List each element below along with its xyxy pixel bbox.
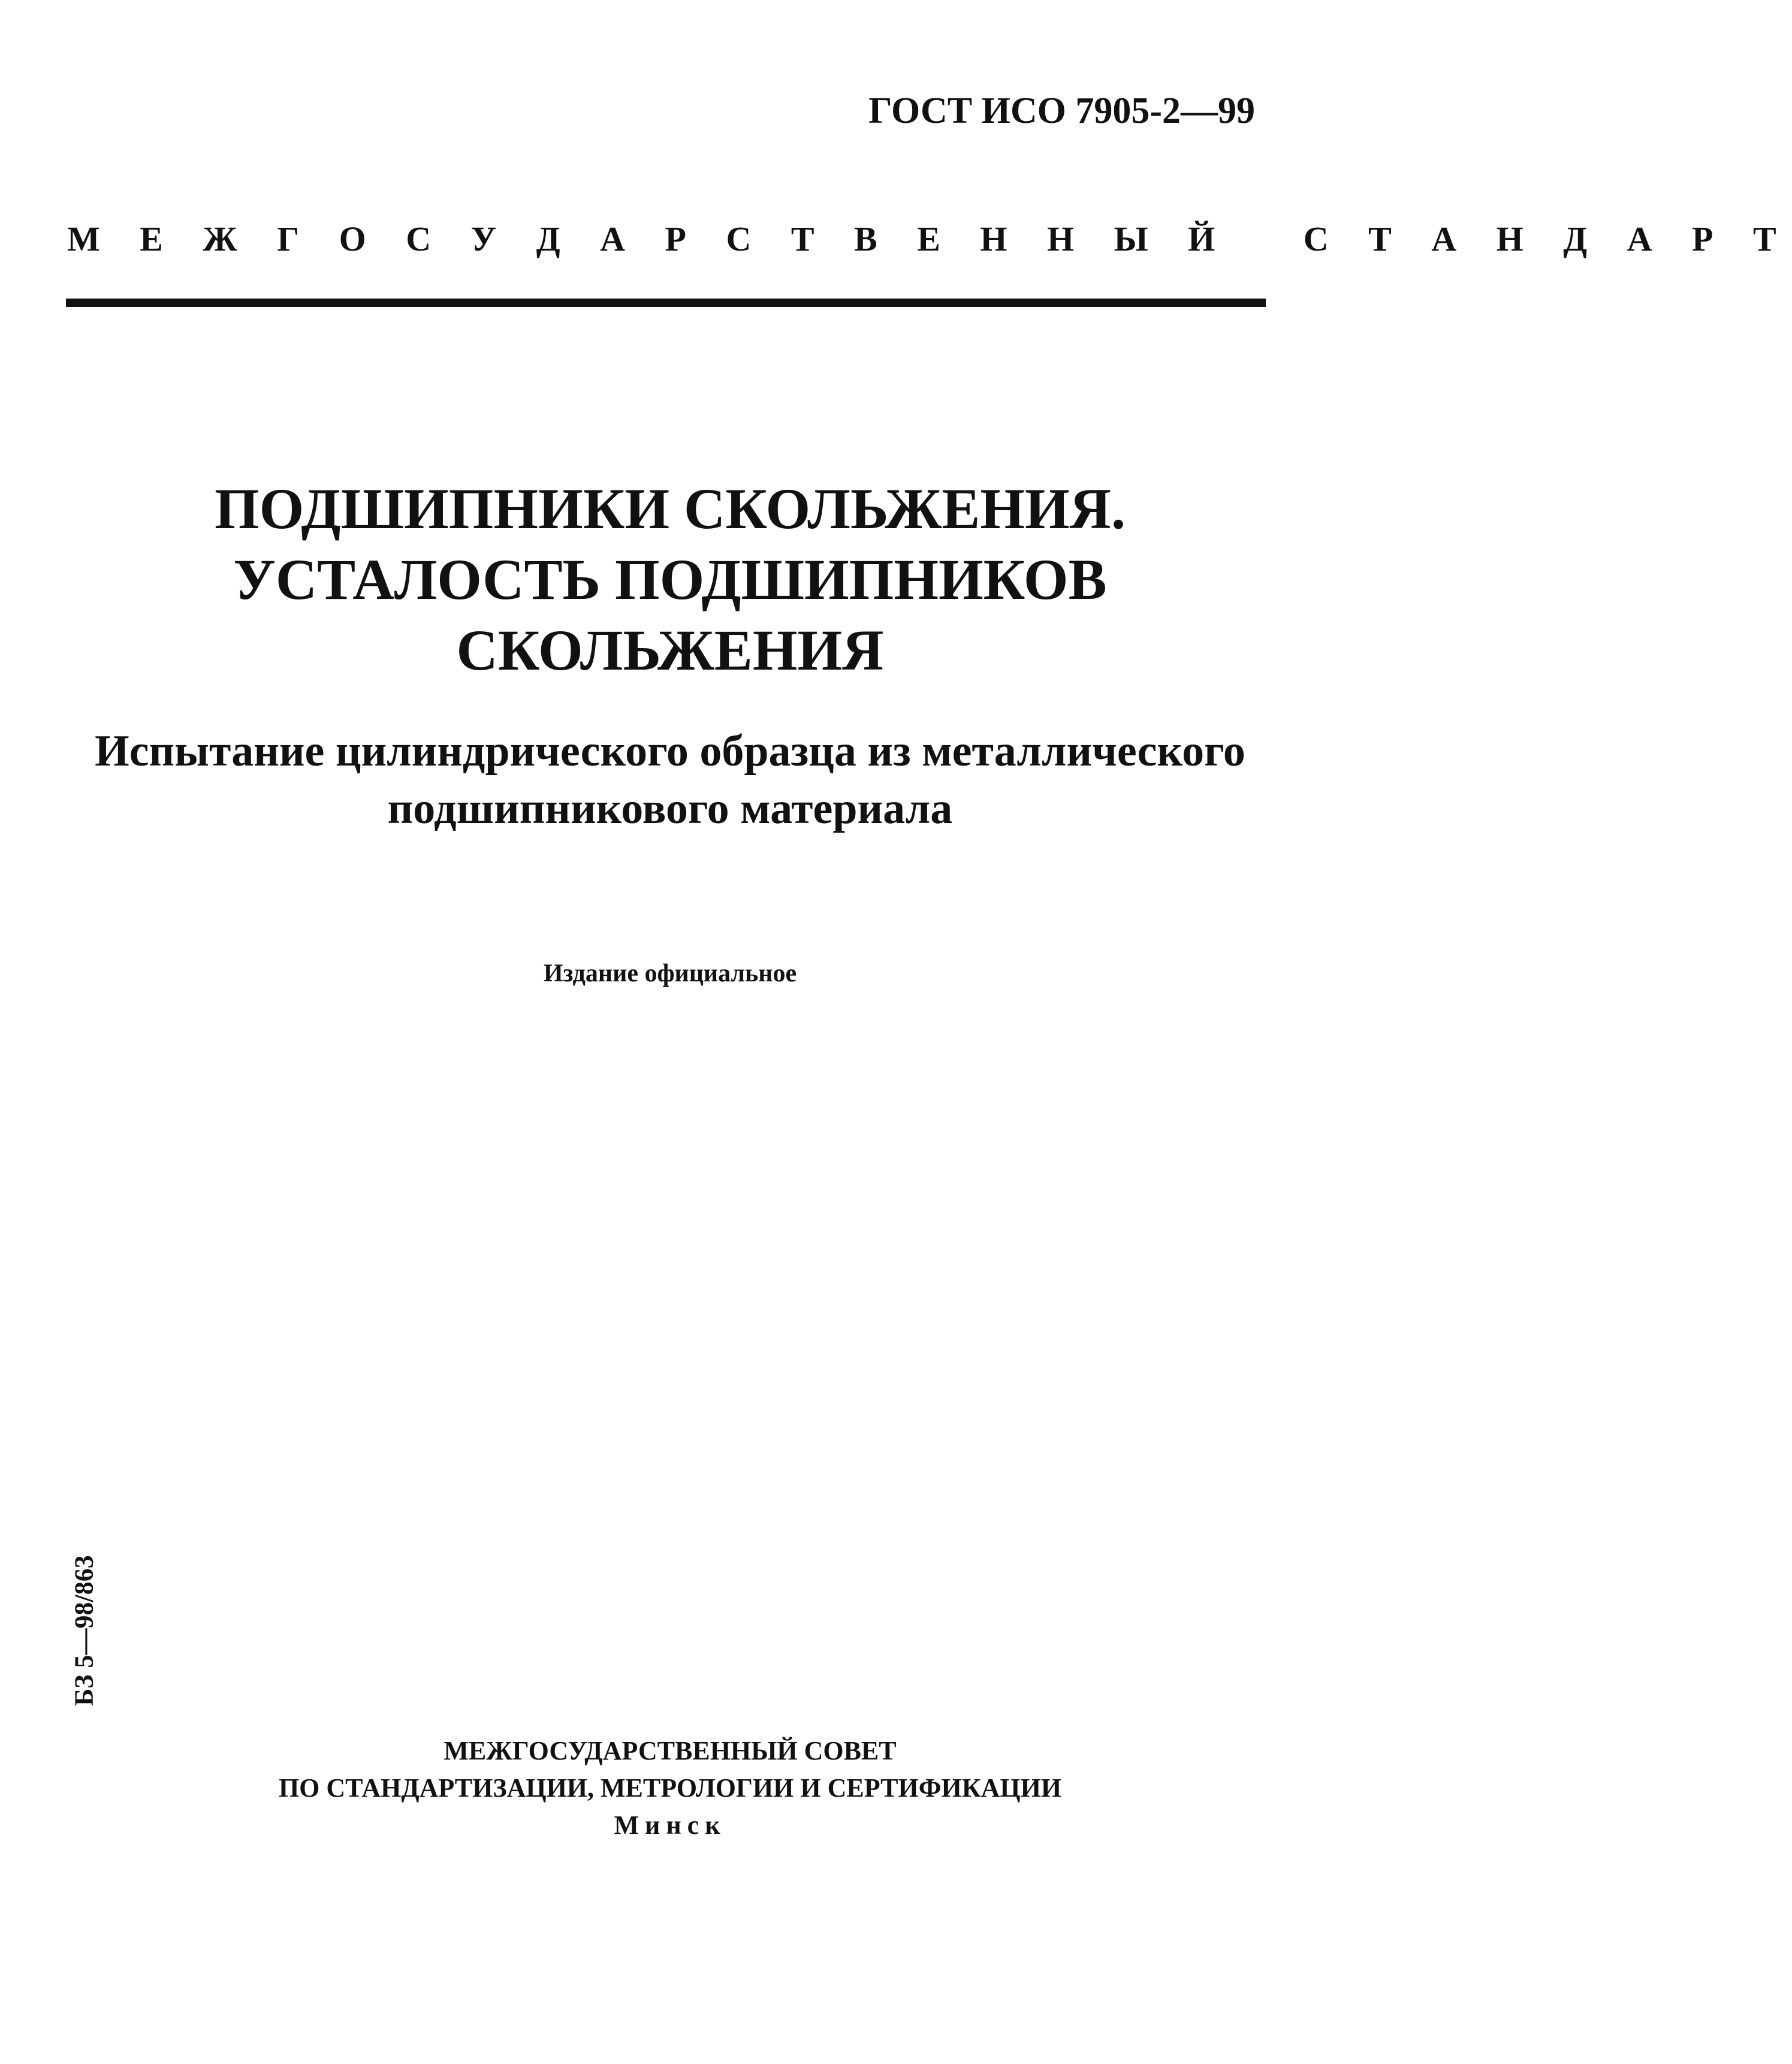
publisher-line-2: ПО СТАНДАРТИЗАЦИИ, МЕТРОЛОГИИ И СЕРТИФИКАЦИИ <box>278 1773 1062 1803</box>
publisher-city: Минск <box>614 1810 726 1840</box>
edition-note: Издание официальное <box>543 960 797 987</box>
main-title-line-3: СКОЛЬЖЕНИЯ <box>456 618 884 682</box>
document-number: ГОСТ ИСО 7905-2—99 <box>868 91 1255 131</box>
main-title-line-2: УСТАЛОСТЬ ПОДШИПНИКОВ <box>233 547 1107 611</box>
side-catalog-code: БЗ 5—98/863 <box>69 1555 99 1706</box>
main-title <box>0 474 1340 686</box>
publisher-line-1: МЕЖГОСУДАРСТВЕННЫЙ СОВЕТ <box>444 1736 897 1765</box>
standard-type-heading: М Е Ж Г О С У Д А Р С Т В Е Н Н Ы Й С Т А Н Д А Р Т <box>67 219 1792 258</box>
header-divider <box>66 299 1266 307</box>
subtitle-line-2: подшипникового материала <box>387 784 953 833</box>
publisher-block <box>0 1732 1340 1844</box>
main-title-line-1: ПОДШИПНИКИ СКОЛЬЖЕНИЯ. <box>214 477 1126 541</box>
subtitle <box>0 722 1340 837</box>
subtitle-line-1: Испытание цилиндрического образца из металлического <box>95 727 1245 776</box>
